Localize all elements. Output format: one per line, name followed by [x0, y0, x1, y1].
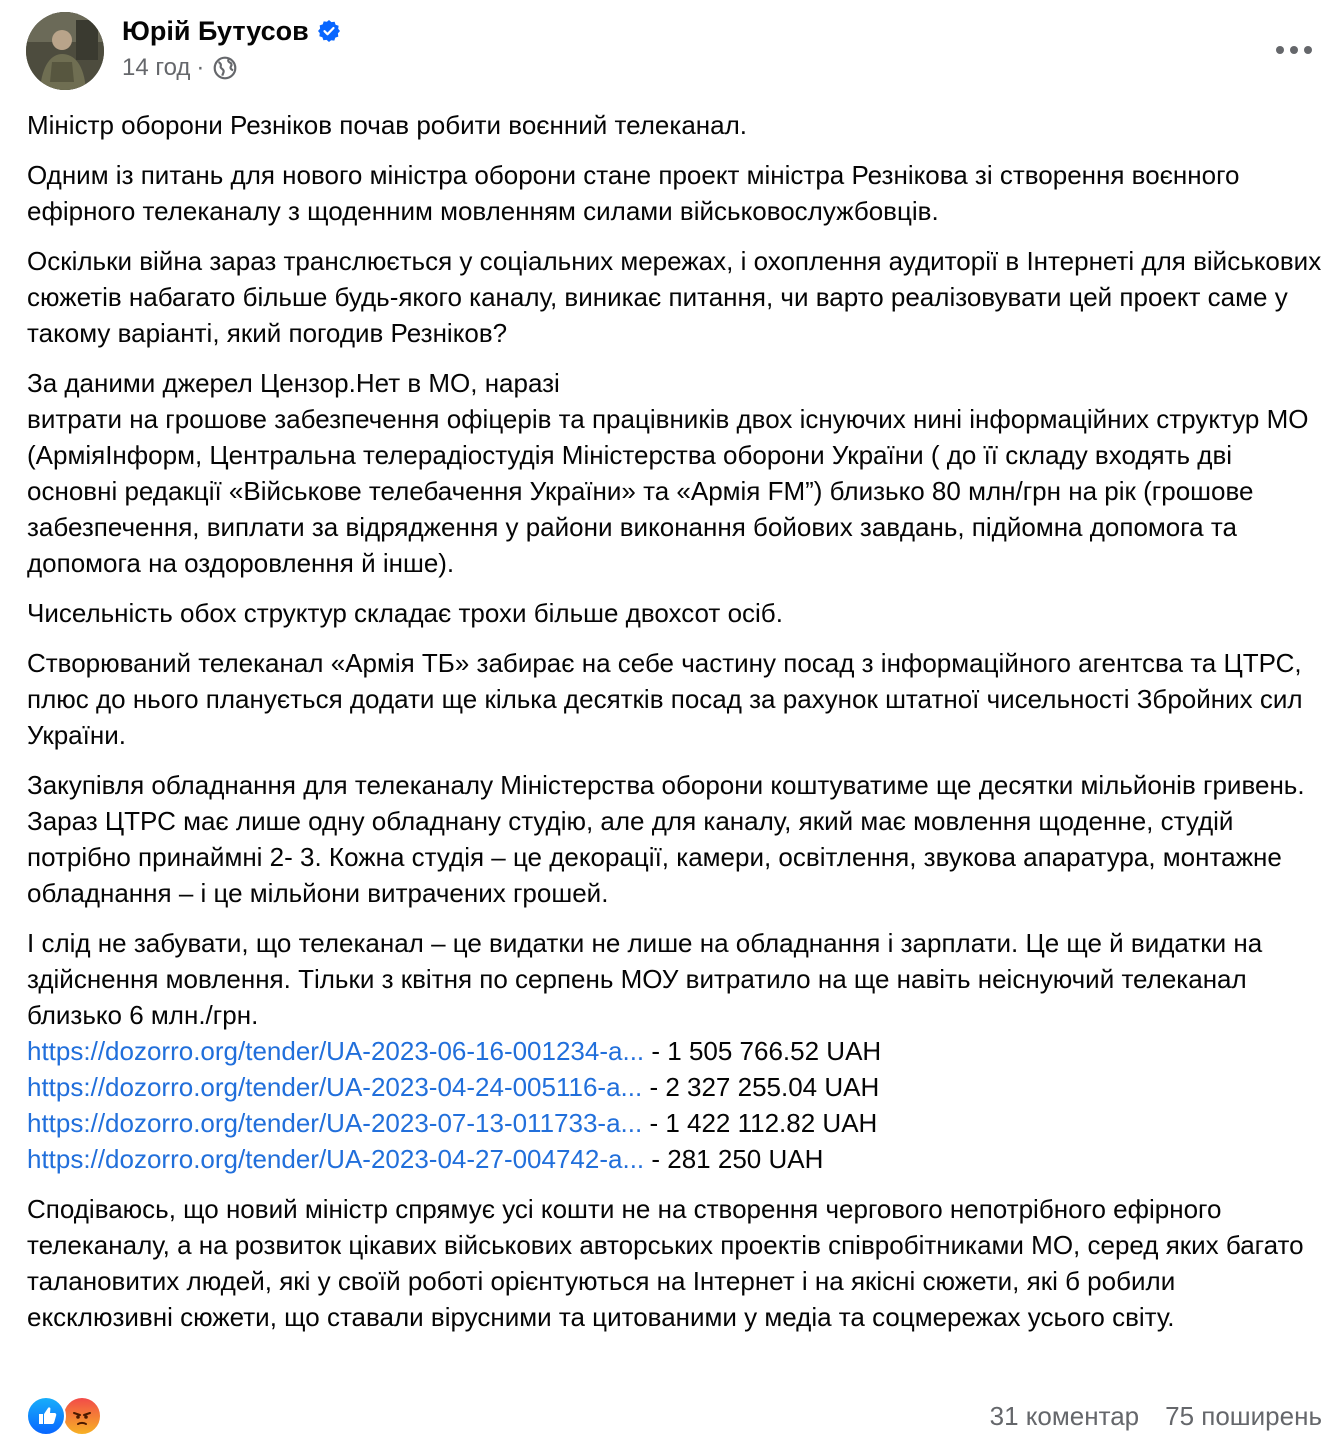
post-footer	[26, 1392, 1322, 1440]
tender-amount: - 281 250 UAH	[644, 1144, 824, 1174]
post-paragraph: Сподіваюсь, що новий міністр спрямує усі кошти не на створення чергового непотрібного ефірного телеканалу, а на розвиток цікавих військових авторських проектів співробітниками МО, серед яких багато талановитих людей, які у своїй роботі орієнтуються на Інтернет і на якісні сюжети, які б робили ексклюзивні сюжети, що ставали вірусними та цитованими у медіа та соцмережах усього світу.	[27, 1194, 1304, 1332]
like-reaction-icon	[26, 1396, 66, 1436]
tender-link-row	[27, 1069, 1323, 1105]
author-name-row	[122, 12, 341, 50]
meta-separator: ·	[196, 54, 205, 81]
angry-reaction-icon	[62, 1396, 102, 1436]
post-paragraph: Міністр оборони Резніков почав робити воєнний телеканал.	[27, 110, 748, 140]
globe-icon[interactable]	[212, 55, 238, 81]
more-dot-icon	[1290, 46, 1298, 54]
tender-link[interactable]: https://dozorro.org/tender/UA-2023-04-27-004742-a...	[27, 1144, 645, 1174]
tender-link-row	[27, 1141, 1323, 1177]
avatar-photo	[26, 12, 104, 90]
post-text	[27, 107, 1323, 1349]
post-paragraph: Закупівля обладнання для телеканалу Міністерства оборони коштуватиме ще десятки мільйонів гривень. Зараз ЦТРС має лише одну обладнану студію, але для каналу, який має мовлення щоденне, студій потрібно принаймні 2- 3. Кожна студія – це декорації, камери, освітлення, звукова апаратура, монтажне обладнання – і це мільйони витрачених грошей.	[27, 770, 1305, 908]
shares-count[interactable]: 75 поширень	[1165, 1401, 1322, 1431]
more-options-button[interactable]	[1272, 30, 1316, 70]
tender-link[interactable]: https://dozorro.org/tender/UA-2023-07-13-011733-a...	[27, 1108, 643, 1138]
verified-badge-icon	[317, 19, 341, 43]
post-paragraph: Чисельність обох структур складає трохи більше двохсот осіб.	[27, 598, 783, 628]
author-avatar[interactable]	[26, 12, 104, 90]
author-name[interactable]: Юрій Бутусов	[122, 16, 309, 46]
tender-link[interactable]: https://dozorro.org/tender/UA-2023-06-16-001234-a...	[27, 1036, 645, 1066]
tender-amount: - 1 505 766.52 UAH	[644, 1036, 882, 1066]
reactions-summary[interactable]	[26, 1396, 116, 1436]
post-paragraph: Створюваний телеканал «Армія ТБ» забирає на себе частину посад з інформаційного агентсва та ЦТРС, плюс до нього планується додати ще кілька десятків посад за рахунок штатної чисельності Збройних сил України.	[27, 648, 1303, 750]
post-paragraph: За даними джерел Цензор.Нет в МО, наразі	[27, 368, 560, 398]
post-paragraph: витрати на грошове забезпечення офіцерів та працівників двох існуючих нині інформаційних структур МО (АрміяІнформ, Центральна телерадіостудія Міністерства оборони України ( до її складу входять дві основні редакції «Військове телебачення України» та «Армія FM”) близько 80 млн/грн на рік (грошове забезпечення, виплати за відрядження у райони виконання бойових завдань, підйомна допомога та допомога на оздоровлення й інше).	[27, 404, 1309, 578]
tender-link[interactable]: https://dozorro.org/tender/UA-2023-04-24-005116-a...	[27, 1072, 643, 1102]
more-dot-icon	[1304, 46, 1312, 54]
tender-links	[27, 1033, 1323, 1177]
tender-link-row	[27, 1033, 1323, 1069]
tender-amount: - 2 327 255.04 UAH	[642, 1072, 880, 1102]
tender-link-row	[27, 1105, 1323, 1141]
comments-count[interactable]: 31 коментар	[989, 1401, 1140, 1431]
post-time[interactable]: 14 год	[122, 54, 191, 81]
post-paragraph: І слід не забувати, що телеканал – це видатки не лише на обладнання і зарплати. Це ще й видатки на здійснення мовлення. Тільки з квітня по серпень МОУ витратило на ще навіть неіснуючий телеканал близько 6 млн./грн.	[27, 928, 1263, 1030]
post-stats	[990, 1398, 1322, 1434]
tender-amount: - 1 422 112.82 UAH	[642, 1108, 878, 1138]
more-dot-icon	[1276, 46, 1284, 54]
post-paragraph: Оскільки війна зараз транслюється у соціальних мережах, і охоплення аудиторії в Інтернеті для військових сюжетів набагато більше будь-якого каналу, виникає питання, чи варто реалізовувати цей проект саме у такому варіанті, який погодив Резніков?	[27, 246, 1322, 348]
post-paragraph: Одним із питань для нового міністра оборони стане проект міністра Резнікова зі створення воєнного ефірного телеканалу з щоденним мовленням силами військовослужбовців.	[27, 160, 1240, 226]
post-meta	[122, 52, 238, 84]
